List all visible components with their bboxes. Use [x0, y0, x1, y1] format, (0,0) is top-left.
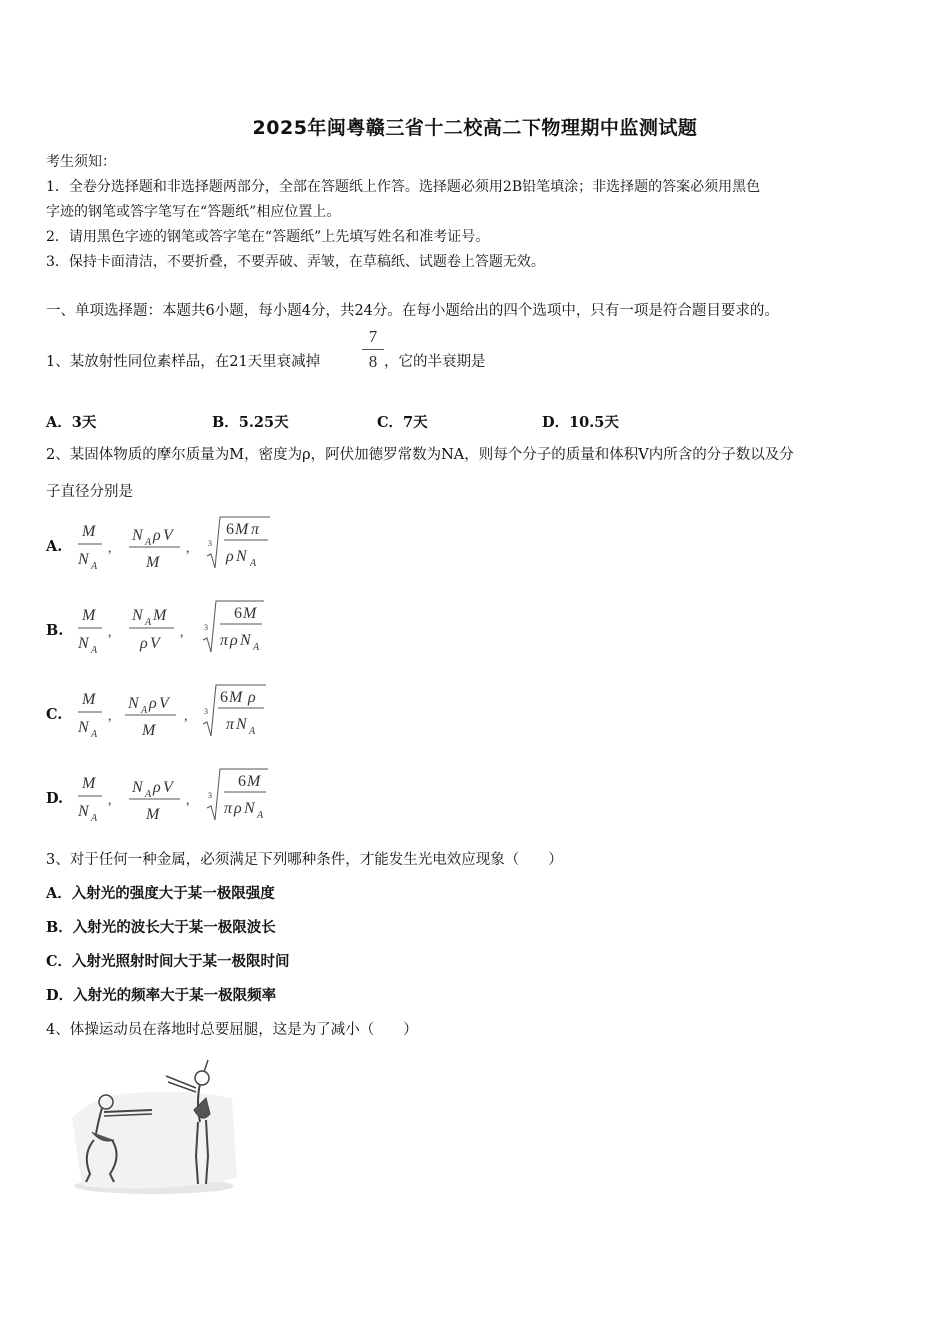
- q2-option-d-label: D.: [46, 790, 64, 807]
- svg-text:,: ,: [186, 541, 190, 556]
- svg-text:M: M: [229, 689, 243, 706]
- svg-text:ρ: ρ: [248, 689, 256, 706]
- q1-option-d[interactable]: D．10.5天: [542, 414, 619, 431]
- svg-text:M: M: [153, 607, 167, 624]
- q1-option-a[interactable]: A．3天: [46, 414, 97, 431]
- q3-option-c[interactable]: C．入射光照射时间大于某一极限时间: [46, 953, 290, 970]
- page-title: 2025年闽粤赣三省十二校高二下物理期中监测试题: [252, 117, 698, 139]
- q2-stem-line-1: 2、某固体物质的摩尔质量为M，密度为ρ，阿伏加德罗常数为NA，则每个分子的质量和体积V内所含的分子数以及分: [46, 447, 794, 463]
- q1-fraction-numerator: 7: [368, 327, 378, 346]
- svg-text:ρ: ρ: [153, 779, 161, 796]
- svg-text:3: 3: [204, 707, 208, 716]
- svg-text:M: M: [146, 554, 160, 571]
- notice-item-1-line-2: 字迹的钢笔或答字笔写在“答题纸”相应位置上。: [46, 204, 341, 220]
- svg-text:ρ: ρ: [234, 800, 242, 817]
- svg-text:N: N: [78, 803, 89, 820]
- svg-text:ρ: ρ: [226, 548, 234, 565]
- svg-text:,: ,: [186, 793, 190, 808]
- svg-text:A: A: [145, 617, 152, 628]
- svg-text:M: M: [142, 722, 156, 739]
- svg-text:π: π: [220, 632, 229, 649]
- svg-text:A: A: [145, 537, 152, 548]
- q2-option-a[interactable]: [46, 516, 306, 580]
- svg-text:M: M: [243, 605, 257, 622]
- svg-text:A: A: [91, 645, 98, 656]
- svg-text:ρ: ρ: [140, 635, 148, 652]
- notice-item-2: 2．请用黑色字迹的钢笔或答字笔在“答题纸”上先填写姓名和准考证号。: [46, 229, 490, 245]
- q2-option-a-label: A.: [46, 538, 63, 555]
- q2-option-d[interactable]: [46, 768, 306, 832]
- q2-option-b-label: B.: [46, 622, 64, 639]
- svg-text:N: N: [236, 548, 247, 565]
- svg-text:π: π: [224, 800, 233, 817]
- svg-text:V: V: [163, 527, 173, 544]
- svg-text:A: A: [145, 789, 152, 800]
- svg-text:ρ: ρ: [149, 695, 157, 712]
- svg-text:,: ,: [108, 709, 112, 724]
- q1-fraction-bar: [362, 349, 384, 350]
- svg-text:,: ,: [108, 541, 112, 556]
- q2-option-c[interactable]: [46, 684, 306, 748]
- svg-text:ρ: ρ: [230, 632, 238, 649]
- svg-text:,: ,: [184, 709, 188, 724]
- svg-text:M: M: [82, 523, 96, 540]
- svg-text:6: 6: [234, 605, 242, 622]
- svg-text:V: V: [163, 779, 173, 796]
- svg-text:A: A: [250, 558, 257, 569]
- svg-text:N: N: [78, 551, 89, 568]
- svg-text:A: A: [253, 642, 260, 653]
- svg-text:N: N: [128, 695, 139, 712]
- q1-stem-before: 1、某放射性同位素样品，在21天里衰减掉: [46, 354, 321, 370]
- svg-text:A: A: [249, 726, 256, 737]
- svg-text:N: N: [78, 635, 89, 652]
- gymnast-landing-figure: [62, 1058, 242, 1198]
- svg-text:N: N: [240, 632, 251, 649]
- svg-text:π: π: [226, 716, 235, 733]
- notice-item-1-line-1: 1．全卷分选择题和非选择题两部分，全部在答题纸上作答。选择题必须用2B铅笔填涂；非选择题的答案必须用黑色: [46, 179, 761, 195]
- q2-stem-line-2: 子直径分别是: [46, 484, 133, 500]
- svg-text:N: N: [236, 716, 247, 733]
- q2-option-b-formula: [74, 600, 324, 664]
- svg-text:N: N: [78, 719, 89, 736]
- svg-text:A: A: [141, 705, 148, 716]
- svg-text:A: A: [257, 810, 264, 821]
- q4-stem: 4、体操运动员在落地时总要屈腿，这是为了减小（ ）: [46, 1022, 418, 1038]
- q2-option-a-formula: [74, 516, 324, 580]
- svg-text:A: A: [91, 729, 98, 740]
- svg-text:M: M: [235, 521, 249, 538]
- svg-text:A: A: [91, 813, 98, 824]
- q3-option-b[interactable]: B．入射光的波长大于某一极限波长: [46, 919, 276, 936]
- notice-heading: 考生须知：: [46, 154, 116, 170]
- svg-text:,: ,: [108, 625, 112, 640]
- q3-option-a[interactable]: A．入射光的强度大于某一极限强度: [46, 885, 275, 902]
- q1-options: [46, 411, 746, 431]
- svg-text:V: V: [150, 635, 160, 652]
- svg-text:6: 6: [238, 773, 246, 790]
- q3-option-d[interactable]: D．入射光的频率大于某一极限频率: [46, 987, 277, 1004]
- svg-text:N: N: [132, 527, 143, 544]
- svg-text:M: M: [247, 773, 261, 790]
- q1-stem-after: ，它的半衰期是: [384, 354, 486, 370]
- svg-text:V: V: [159, 695, 169, 712]
- notice-item-3: 3．保持卡面清洁，不要折叠，不要弄破、弄皱，在草稿纸、试题卷上答题无效。: [46, 254, 545, 270]
- svg-text:,: ,: [180, 625, 184, 640]
- svg-text:ρ: ρ: [153, 527, 161, 544]
- svg-text:3: 3: [208, 539, 212, 548]
- q1-option-c[interactable]: C．7天: [377, 414, 428, 431]
- q2-option-d-formula: [74, 768, 324, 832]
- svg-text:N: N: [132, 779, 143, 796]
- q1-fraction: [362, 327, 384, 372]
- svg-text:M: M: [82, 607, 96, 624]
- svg-text:6: 6: [226, 521, 234, 538]
- svg-text:M: M: [146, 806, 160, 823]
- svg-text:,: ,: [108, 793, 112, 808]
- q2-option-c-label: C.: [46, 706, 63, 723]
- svg-text:3: 3: [208, 791, 212, 800]
- svg-text:M: M: [82, 775, 96, 792]
- svg-text:M: M: [82, 691, 96, 708]
- q2-option-c-formula: [74, 684, 324, 748]
- q1-option-b[interactable]: B．5.25天: [212, 414, 289, 431]
- q3-stem: 3、对于任何一种金属，必须满足下列哪种条件，才能发生光电效应现象（ ）: [46, 852, 563, 868]
- svg-text:N: N: [132, 607, 143, 624]
- svg-text:3: 3: [204, 623, 208, 632]
- q1-fraction-denominator: 8: [368, 352, 378, 371]
- svg-text:N: N: [244, 800, 255, 817]
- svg-text:6: 6: [220, 689, 228, 706]
- section-heading: 一、单项选择题：本题共6小题，每小题4分，共24分。在每小题给出的四个选项中，只有一项是符合题目要求的。: [46, 303, 779, 319]
- svg-text:A: A: [91, 561, 98, 572]
- q2-option-b[interactable]: [46, 600, 306, 664]
- svg-text:π: π: [251, 521, 260, 538]
